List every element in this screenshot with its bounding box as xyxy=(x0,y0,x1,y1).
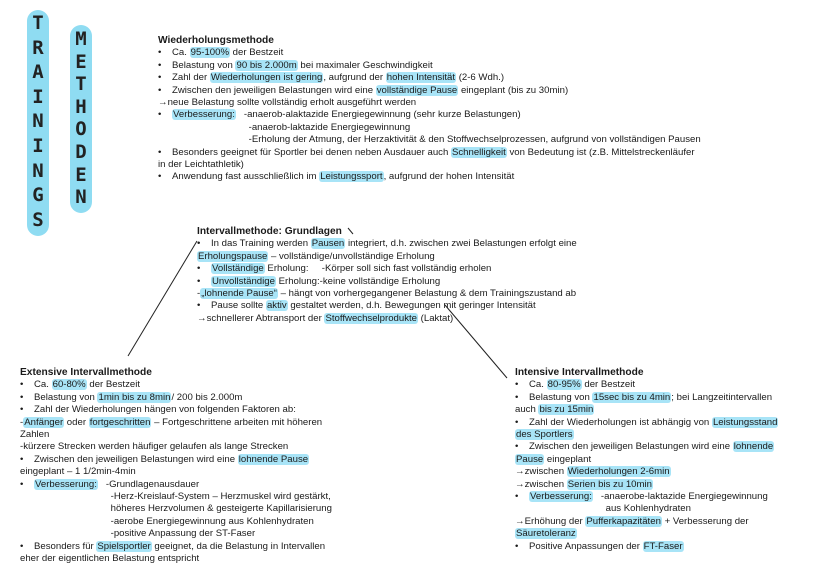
vertical-letter: A xyxy=(32,61,44,84)
highlighted-term: aktiv xyxy=(266,300,287,312)
text-line xyxy=(515,404,778,416)
highlighted-term: Pausen xyxy=(311,238,345,250)
highlighted-term: Unvollständige xyxy=(212,275,275,287)
highlighted-term: Spielsportler xyxy=(97,540,151,552)
text-run: In das Training werden xyxy=(211,238,311,250)
text-line xyxy=(197,288,577,300)
text-run: Zwischen den jeweiligen Belastungen wird eine xyxy=(529,441,733,453)
highlighted-term: Pufferkapazitäten xyxy=(586,515,661,527)
bullet: • xyxy=(158,72,162,84)
section-title: Intensive Intervallmethode xyxy=(515,367,644,378)
text-line xyxy=(515,528,778,540)
text-line xyxy=(515,541,778,553)
text-run: →zwischen xyxy=(515,478,567,490)
text-run: →schnellerer Abtransport der xyxy=(197,312,325,324)
text-line xyxy=(20,404,332,416)
text-run: von Bedeutung ist (z.B. Mittelstreckenläufer xyxy=(506,146,695,158)
bullet: • xyxy=(515,416,519,428)
text-run: eingeplant (bis zu 30min) xyxy=(458,84,569,96)
text-line xyxy=(197,263,577,275)
text-line xyxy=(20,516,332,528)
section-intervall-grundlagen xyxy=(197,226,577,325)
text-run: – hängt von vorhergegangener Belastung & dem Trainingszustand ab xyxy=(277,288,577,300)
text-run: Erholung:-keine vollständige Erholung xyxy=(275,275,441,287)
text-line xyxy=(20,479,332,491)
vertical-letter: N xyxy=(32,110,44,133)
vertical-letter: M xyxy=(75,28,87,50)
bullet: • xyxy=(20,453,24,465)
text-line xyxy=(20,429,332,441)
bullet: • xyxy=(197,300,201,312)
text-line xyxy=(20,553,332,565)
bullet: • xyxy=(515,441,519,453)
text-line xyxy=(20,491,332,503)
text-run: Belastung von xyxy=(172,59,236,71)
text-run: , aufgrund der xyxy=(323,72,386,84)
text-line xyxy=(515,491,778,503)
text-run: →Erhöhung der xyxy=(515,515,586,527)
text-line xyxy=(20,541,332,553)
text-run: der Bestzeit xyxy=(230,47,284,59)
bullet: • xyxy=(20,391,24,403)
text-line xyxy=(515,441,778,453)
highlighted-term: Vollständige xyxy=(212,263,264,275)
text-run: →zwischen xyxy=(515,466,567,478)
bullet: • xyxy=(158,171,162,183)
text-line xyxy=(20,441,332,453)
text-run: Zahl der xyxy=(172,72,210,84)
text-line xyxy=(158,134,701,146)
text-run: oder xyxy=(64,416,89,428)
highlighted-term: 60-80% xyxy=(52,379,86,391)
bullet: • xyxy=(158,109,162,121)
text-line xyxy=(158,171,701,183)
text-line xyxy=(158,122,701,134)
text-run: -Grundlagenausdauer xyxy=(97,478,200,490)
text-run: gestaltet werden, d.h. Bewegungen mit geringer Intensität xyxy=(287,300,536,312)
highlighted-term: Erholungspause xyxy=(198,250,268,262)
text-run: + Verbesserung der xyxy=(661,515,749,527)
vertical-letter: I xyxy=(32,85,44,108)
vertical-letter: S xyxy=(32,208,44,231)
text-run: Zahl der Wiederholungen ist abhängig von xyxy=(529,416,712,428)
highlighted-term: 80-95% xyxy=(547,379,581,391)
text-run: Erholung: -Körper soll sich fast vollständig erholen xyxy=(264,263,492,275)
vertical-letter: N xyxy=(32,159,44,182)
highlighted-term: FT-Faser xyxy=(643,540,683,552)
text-run: Pause sollte xyxy=(211,300,266,312)
text-run: -anaerob-laktazide Energiegewinnung xyxy=(158,121,411,133)
highlighted-term: Leistungssport xyxy=(320,171,383,183)
bullet: • xyxy=(158,47,162,59)
highlighted-term: lohnende Pause xyxy=(238,453,309,465)
text-line xyxy=(197,313,577,325)
text-line xyxy=(515,503,778,515)
highlighted-term: des Sportlers xyxy=(516,429,573,441)
highlighted-term: „lohnende Pause“ xyxy=(201,288,277,300)
text-line xyxy=(197,251,577,263)
text-run: Besonders für xyxy=(34,540,97,552)
text-run: Belastung von xyxy=(529,391,593,403)
vertical-letter: H xyxy=(75,95,87,118)
section-wiederholungsmethode xyxy=(158,35,701,184)
text-line xyxy=(20,454,332,466)
bullet: • xyxy=(515,491,519,503)
highlighted-term: Schnelligkeit xyxy=(451,146,506,158)
text-line xyxy=(515,379,778,391)
text-run: der Bestzeit xyxy=(86,379,141,391)
highlighted-term: 95-100% xyxy=(190,47,230,59)
text-line xyxy=(20,392,332,404)
highlighted-term: 1min bis zu 8min xyxy=(98,391,171,403)
highlighted-term: Serien bis zu 10min xyxy=(567,478,652,490)
bullet: • xyxy=(20,540,24,552)
text-run: Ca. xyxy=(34,379,52,391)
text-line xyxy=(158,47,701,59)
vertical-letter: D xyxy=(75,141,87,163)
text-run: – Fortgeschrittene arbeiten mit höheren xyxy=(151,416,323,428)
text-run: aus Kohlenhydraten xyxy=(515,503,691,515)
text-run: eingeplant xyxy=(544,453,592,465)
text-line xyxy=(158,60,701,72)
highlighted-term: Verbesserung: xyxy=(35,478,97,490)
text-run: -positive Anpassung der ST-Faser xyxy=(20,528,256,540)
text-run: Zwischen den jeweiligen Belastungen wird eine xyxy=(34,453,238,465)
text-run: -anaerob-alaktazide Energiegewinnung (sehr kurze Belastungen) xyxy=(235,109,521,121)
text-run: -anaerobe-laktazide Energiegewinnung xyxy=(592,491,768,503)
bullet: • xyxy=(20,379,24,391)
bullet: • xyxy=(20,478,24,490)
text-line xyxy=(158,85,701,97)
highlighted-term: vollständige Pause xyxy=(376,84,458,96)
highlighted-term: Leistungsstand xyxy=(712,416,778,428)
vertical-letter: N xyxy=(75,186,87,209)
bullet: • xyxy=(515,540,519,552)
text-run: in der Leichtathletik) xyxy=(158,159,244,171)
highlighted-term: Wiederholungen ist gering xyxy=(210,72,323,84)
vertical-letter: T xyxy=(75,73,87,96)
highlighted-term: Pause xyxy=(516,453,544,465)
bullet: • xyxy=(20,404,24,416)
section-title: Intervallmethode: Grundlagen xyxy=(197,226,342,237)
text-line xyxy=(20,503,332,515)
text-run: Anwendung fast ausschließlich im xyxy=(172,171,320,183)
text-line xyxy=(20,466,332,478)
bullet: • xyxy=(197,238,201,250)
text-run: – vollständige/unvollständige Erholung xyxy=(268,250,435,262)
text-run: höheres Herzvolumen & gesteigerte Kapillarisierung xyxy=(20,503,332,515)
text-run: -kürzere Strecken werden häufiger gelaufen als lange Strecken xyxy=(20,441,289,453)
text-run: / 200 bis 2.000m xyxy=(171,391,243,403)
text-line xyxy=(515,392,778,404)
text-run: eingeplant – 1 1/2min-4min xyxy=(20,466,136,478)
text-run: Zwischen den jeweiligen Belastungen wird eine xyxy=(172,84,376,96)
text-run: eher der eigentlichen Belastung entspricht xyxy=(20,553,200,565)
vertical-letter: R xyxy=(32,36,44,59)
text-line xyxy=(515,516,778,528)
vertical-letter: T xyxy=(32,12,44,34)
highlighted-term: Stoffwechselprodukte xyxy=(325,312,418,324)
text-run: Zahl der Wiederholungen hängen von folgenden Faktoren ab: xyxy=(34,404,296,416)
vertical-letter: G xyxy=(32,184,44,207)
text-line xyxy=(515,479,778,491)
text-line xyxy=(197,238,577,250)
text-run: geeignet, da die Belastung in Intervallen xyxy=(151,540,326,552)
text-run: Zahlen xyxy=(20,429,50,441)
section-title: Wiederholungsmethode xyxy=(158,35,274,46)
text-line xyxy=(158,147,701,159)
text-line xyxy=(515,417,778,429)
text-run: Besonders geeignet für Sportler bei denen neben Ausdauer auch xyxy=(172,146,451,158)
highlighted-term: 15sec bis zu 4min xyxy=(593,391,671,403)
text-line xyxy=(20,379,332,391)
text-run: - xyxy=(20,416,24,428)
text-run: Ca. xyxy=(529,379,547,391)
text-run: Belastung von xyxy=(34,391,98,403)
text-run: integriert, d.h. zwischen zwei Belastungen erfolgt eine xyxy=(345,238,577,250)
bullet: • xyxy=(158,59,162,71)
bullet: • xyxy=(515,379,519,391)
text-run: , aufgrund der hohen Intensität xyxy=(383,171,515,183)
text-run: -Erholung der Atmung, der Herzaktivität & den Stoffwechselprozessen, aufgrund von vollständigen Pausen xyxy=(158,134,701,146)
vertical-letter: I xyxy=(32,135,44,157)
text-run: auch xyxy=(515,404,539,416)
text-line xyxy=(515,466,778,478)
text-run: →neue Belastung sollte vollständig erholt ausgeführt werden xyxy=(158,97,417,109)
bullet: • xyxy=(515,391,519,403)
vertical-letter: E xyxy=(75,163,87,186)
text-run: (Laktat) xyxy=(418,312,454,324)
text-line xyxy=(158,72,701,84)
section-title: Extensive Intervallmethode xyxy=(20,367,152,378)
text-line xyxy=(158,159,701,171)
bullet: • xyxy=(197,263,201,275)
text-line xyxy=(158,97,701,109)
highlighted-term: bis zu 15min xyxy=(539,404,594,416)
text-run: Ca. xyxy=(172,47,190,59)
highlighted-term: Säuretoleranz xyxy=(516,528,576,540)
text-line xyxy=(197,276,577,288)
highlighted-term: hohen Intensität xyxy=(386,72,456,84)
vertical-letter: E xyxy=(75,50,87,73)
connector-to-extensiv xyxy=(128,241,197,356)
text-run: (2-6 Wdh.) xyxy=(456,72,505,84)
text-run: ; bei Langzeitintervallen xyxy=(671,391,773,403)
highlighted-term: fortgeschritten xyxy=(89,416,151,428)
text-run: der Bestzeit xyxy=(581,379,636,391)
bullet: • xyxy=(158,84,162,96)
text-line xyxy=(20,528,332,540)
text-line xyxy=(197,300,577,312)
bullet: • xyxy=(158,146,162,158)
highlighted-term: lohnende xyxy=(733,441,774,453)
highlighted-term: Verbesserung: xyxy=(530,491,592,503)
text-run: - xyxy=(197,288,201,300)
vertical-letter: O xyxy=(75,118,87,141)
text-run: -Herz-Kreislauf-System – Herzmuskel wird gestärkt, xyxy=(20,491,331,503)
text-line xyxy=(515,429,778,441)
text-run: -aerobe Energiegewinnung aus Kohlenhydraten xyxy=(20,515,314,527)
highlighted-term: 90 bis 2.000m xyxy=(236,59,297,71)
section-intensive-intervallmethode xyxy=(515,367,778,553)
text-run: bei maximaler Geschwindigkeit xyxy=(297,59,433,71)
highlighted-term: Anfänger xyxy=(24,416,64,428)
bullet: • xyxy=(197,275,201,287)
text-line xyxy=(20,417,332,429)
text-run: Positive Anpassungen der xyxy=(529,540,643,552)
text-line xyxy=(158,109,701,121)
text-line xyxy=(515,454,778,466)
highlighted-term: Verbesserung: xyxy=(173,109,235,121)
highlighted-term: Wiederholungen 2-6min xyxy=(567,466,670,478)
section-extensive-intervallmethode xyxy=(20,367,332,566)
